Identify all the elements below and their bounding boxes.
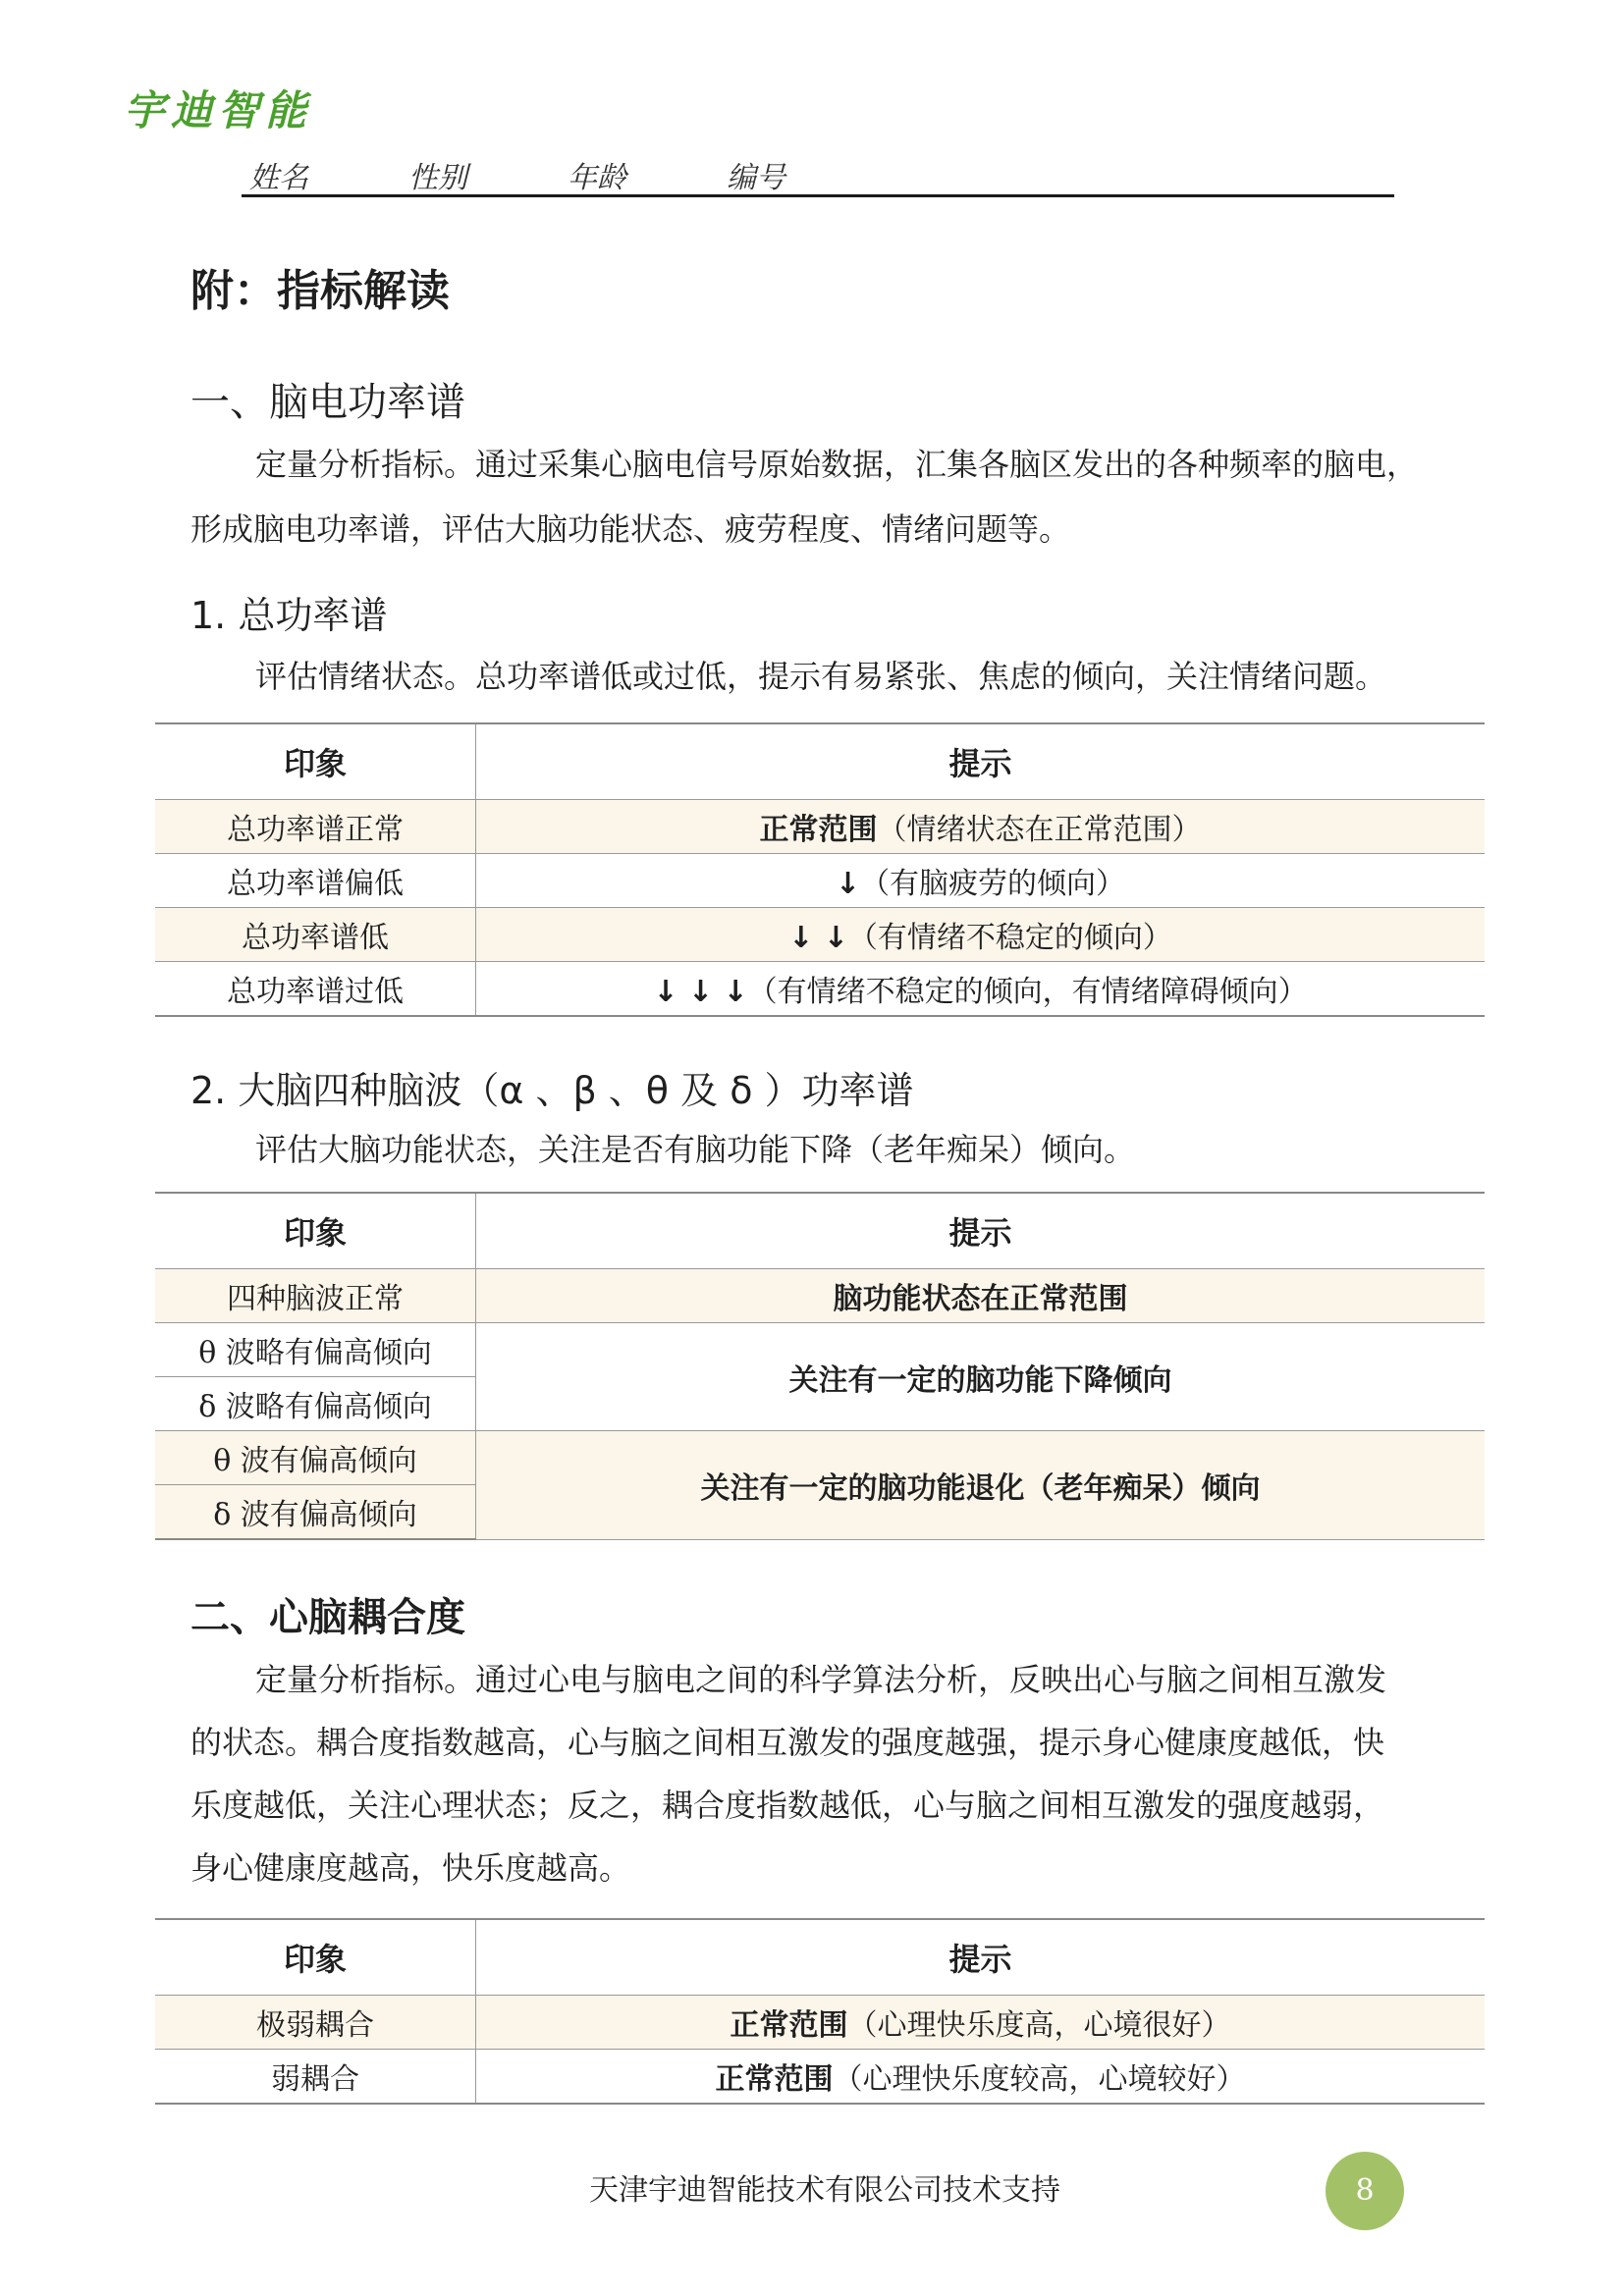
patient-info-line [242, 149, 1394, 197]
row-impression: 四种脑波正常 [155, 1269, 476, 1323]
table-row [155, 1431, 1485, 1485]
coupling-table [155, 1918, 1485, 2105]
section2-para-line3: 乐度越低，关注心理状态；反之，耦合度指数越低，心与脑之间相互激发的强度越弱， [190, 1787, 1385, 1824]
field-gender-label: 性别 [408, 161, 467, 195]
down-arrow-icon: ↓ ↓ [788, 921, 848, 955]
subsection2-heading: 2. 大脑四种脑波（α 、β 、θ 及 δ ）功率谱 [190, 1069, 914, 1112]
header-impression: 印象 [155, 1919, 476, 1996]
hint-bold: 正常范围 [759, 813, 878, 847]
table-row [155, 1323, 1485, 1377]
row-impression: θ 波有偏高倾向 [155, 1431, 476, 1485]
hint-text: （心理快乐度较高，心境较好） [833, 2062, 1246, 2097]
section2-para-line4: 身心健康度越高，快乐度越高。 [190, 1849, 631, 1887]
table-row [155, 854, 1485, 908]
row-impression: θ 波略有偏高倾向 [155, 1323, 476, 1377]
section2-heading: 二、心脑耦合度 [190, 1595, 465, 1640]
row-impression: 总功率谱正常 [155, 800, 476, 854]
hint-text: （心理快乐度高，心境很好） [847, 2008, 1231, 2043]
hint-text: （有情绪不稳定的倾向，有情绪障碍倾向） [747, 975, 1308, 1009]
subsection1-desc: 评估情绪状态。总功率谱低或过低，提示有易紧张、焦虑的倾向，关注情绪问题。 [255, 658, 1387, 695]
section2-para-line2: 的状态。耦合度指数越高，心与脑之间相互激发的强度越强，提示身心健康度越低，快 [190, 1724, 1385, 1761]
table-row [155, 962, 1485, 1017]
table-row [155, 908, 1485, 962]
table-header-row [155, 723, 1485, 800]
row-hint [476, 962, 1486, 1017]
field-age-label: 年龄 [568, 161, 626, 195]
row-impression: 总功率谱过低 [155, 962, 476, 1017]
section2-para-line1: 定量分析指标。通过心电与脑电之间的科学算法分析，反映出心与脑之间相互激发 [255, 1661, 1387, 1698]
table-row [155, 2050, 1485, 2105]
field-name-label: 姓名 [249, 161, 308, 195]
row-hint [476, 908, 1486, 962]
row-impression: 极弱耦合 [155, 1996, 476, 2050]
hint-bold: 正常范围 [730, 2008, 848, 2043]
down-arrow-icon: ↓ [835, 867, 861, 901]
section1-heading: 一、脑电功率谱 [190, 380, 465, 425]
table-row [155, 800, 1485, 854]
table-header-row [155, 1919, 1485, 1996]
hint-bold: 关注有一定的脑功能退化（老年痴呆）倾向 [700, 1470, 1261, 1506]
page-title: 附：指标解读 [190, 266, 450, 316]
total-power-table [155, 722, 1485, 1017]
section1-intro-line1: 定量分析指标。通过采集心脑电信号原始数据，汇集各脑区发出的各种频率的脑电， [255, 446, 1419, 483]
row-hint [476, 800, 1486, 854]
row-hint [476, 1323, 1486, 1431]
header-impression: 印象 [155, 723, 476, 800]
down-arrow-icon: ↓ ↓ ↓ [653, 975, 748, 1009]
hint-text: （有脑疲劳的倾向） [860, 867, 1126, 901]
header-hint: 提示 [476, 1193, 1486, 1269]
row-hint [476, 2050, 1486, 2105]
hint-bold: 脑功能状态在正常范围 [833, 1282, 1128, 1316]
row-hint [476, 1431, 1486, 1540]
header-hint: 提示 [476, 1919, 1486, 1996]
row-hint [476, 1996, 1486, 2050]
row-impression: 总功率谱偏低 [155, 854, 476, 908]
footer-text: 天津宇迪智能技术有限公司技术支持 [589, 2173, 1060, 2208]
hint-text: （情绪状态在正常范围） [877, 813, 1202, 847]
header-impression: 印象 [155, 1193, 476, 1269]
subsection1-heading: 1. 总功率谱 [190, 594, 388, 637]
hint-bold: 正常范围 [715, 2062, 834, 2097]
row-impression: δ 波有偏高倾向 [155, 1485, 476, 1540]
table-row [155, 1996, 1485, 2050]
table-row [155, 1269, 1485, 1323]
row-impression: 总功率谱低 [155, 908, 476, 962]
field-id-label: 编号 [727, 161, 785, 195]
row-hint [476, 854, 1486, 908]
row-hint [476, 1269, 1486, 1323]
page-number-badge: 8 [1326, 2152, 1404, 2230]
table-header-row [155, 1193, 1485, 1269]
row-impression: 弱耦合 [155, 2050, 476, 2105]
hint-bold: 关注有一定的脑功能下降倾向 [788, 1362, 1172, 1398]
header-hint: 提示 [476, 723, 1486, 800]
row-impression: δ 波略有偏高倾向 [155, 1377, 476, 1431]
section1-intro-line2: 形成脑电功率谱，评估大脑功能状态、疲劳程度、情绪问题等。 [190, 510, 1071, 548]
company-logo: 宇迪智能 [124, 86, 313, 134]
brainwave-table [155, 1192, 1485, 1540]
hint-text: （有情绪不稳定的倾向） [847, 921, 1172, 955]
subsection2-desc: 评估大脑功能状态，关注是否有脑功能下降（老年痴呆）倾向。 [255, 1131, 1136, 1168]
